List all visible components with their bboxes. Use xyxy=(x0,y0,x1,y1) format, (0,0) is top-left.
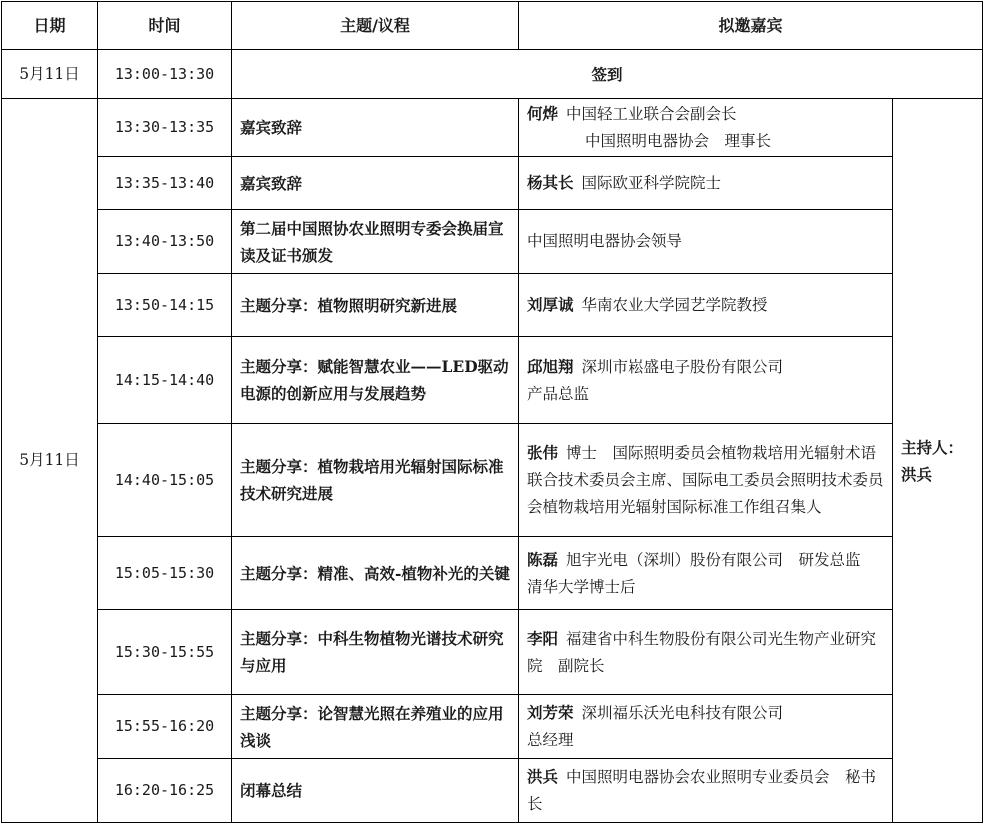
guest-title: 博士 国际照明委员会植物栽培用光辐射术语联合技术委员会主席、国际电工委员会照明技术委员会植物栽培用光辐射国际标准工作组召集人 xyxy=(527,444,884,516)
host-cell xyxy=(893,99,983,823)
guest-title: 福建省中科生物股份有限公司光生物产业研究院 副院长 xyxy=(527,629,877,675)
row-guest xyxy=(519,537,893,610)
header-guests: 拟邀嘉宾 xyxy=(519,2,983,50)
guest-title: 中国轻工业联合会副会长 xyxy=(566,105,737,123)
guest-title: 中国照明电器协会农业照明专业委员会 秘书长 xyxy=(527,768,877,813)
header-row xyxy=(2,2,983,50)
guest-name: 邱旭翔 xyxy=(527,356,574,376)
guest-title: 华南农业大学园艺学院教授 xyxy=(581,296,768,314)
table-row xyxy=(2,759,983,823)
guest-title-2: 产品总监 xyxy=(527,384,590,403)
guest-name: 何烨 xyxy=(527,104,559,123)
guest-name: 刘厚诚 xyxy=(527,295,574,314)
guest-name: 杨其长 xyxy=(527,173,574,192)
row-time: 15:05-15:30 xyxy=(98,537,232,610)
signin-row xyxy=(2,50,983,99)
guest-title: 深圳市崧盛电子股份有限公司 xyxy=(581,357,784,376)
row-time: 14:40-15:05 xyxy=(98,424,232,537)
row-guest xyxy=(519,610,893,695)
row-guest xyxy=(519,274,893,337)
row-guest xyxy=(519,157,893,210)
guest-name: 刘芳荣 xyxy=(527,703,574,722)
row-guest xyxy=(519,424,893,537)
guest-title: 深圳福乐沃光电科技有限公司 xyxy=(581,704,784,722)
guest-title-2: 中国照明电器协会 理事长 xyxy=(585,132,772,150)
table-row xyxy=(2,210,983,274)
row-time: 16:20-16:25 xyxy=(98,759,232,823)
table-row xyxy=(2,537,983,610)
row-time: 13:40-13:50 xyxy=(98,210,232,274)
row-guest xyxy=(519,759,893,823)
guest-name: 张伟 xyxy=(527,443,559,462)
signin-date: 5月11日 xyxy=(2,50,98,99)
guest-name: 洪兵 xyxy=(527,767,559,786)
guest-name: 陈磊 xyxy=(527,549,559,569)
row-topic: 第二届中国照协农业照明专委会换届宣读及证书颁发 xyxy=(232,210,519,274)
signin-time: 13:00-13:30 xyxy=(98,50,232,99)
row-topic: 主题分享：赋能智慧农业——LED驱动电源的创新应用与发展趋势 xyxy=(232,337,519,424)
row-guest xyxy=(519,337,893,424)
row-topic: 主题分享：论智慧光照在养殖业的应用浅谈 xyxy=(232,695,519,759)
row-topic: 嘉宾致辞 xyxy=(232,157,519,210)
row-guest xyxy=(519,695,893,759)
row-topic: 主题分享：植物栽培用光辐射国际标准技术研究进展 xyxy=(232,424,519,537)
row-topic: 主题分享：植物照明研究新进展 xyxy=(232,274,519,337)
row-topic: 主题分享：中科生物植物光谱技术研究与应用 xyxy=(232,610,519,695)
guest-name: 李阳 xyxy=(527,628,559,648)
row-time: 13:35-13:40 xyxy=(98,157,232,210)
guest-title: 国际欧亚科学院院士 xyxy=(581,174,722,192)
row-topic: 闭幕总结 xyxy=(232,759,519,823)
signin-label: 签到 xyxy=(232,50,983,99)
row-time: 15:30-15:55 xyxy=(98,610,232,695)
table-row xyxy=(2,157,983,210)
row-time: 14:15-14:40 xyxy=(98,337,232,424)
header-date: 日期 xyxy=(2,2,98,50)
table-row xyxy=(2,337,983,424)
header-time: 时间 xyxy=(98,2,232,50)
row-topic: 嘉宾致辞 xyxy=(232,99,519,157)
row-guest: 中国照明电器协会领导 xyxy=(519,210,893,274)
host-name: 洪兵 xyxy=(901,464,933,484)
table-row xyxy=(2,424,983,537)
row-time: 13:30-13:35 xyxy=(98,99,232,157)
header-topic: 主题/议程 xyxy=(232,2,519,50)
agenda-table xyxy=(1,1,983,823)
row-guest xyxy=(519,99,893,157)
guest-title-2: 总经理 xyxy=(527,731,574,749)
main-date: 5月11日 xyxy=(2,99,98,823)
guest-title: 旭宇光电（深圳）股份有限公司 研发总监 清华大学博士后 xyxy=(527,550,877,596)
table-row xyxy=(2,274,983,337)
table-row xyxy=(2,695,983,759)
row-topic: 主题分享：精准、高效-植物补光的关键 xyxy=(232,537,519,610)
host-label: 主持人： xyxy=(901,437,964,457)
row-time: 15:55-16:20 xyxy=(98,695,232,759)
table-row xyxy=(2,99,983,157)
row-time: 13:50-14:15 xyxy=(98,274,232,337)
table-row xyxy=(2,610,983,695)
